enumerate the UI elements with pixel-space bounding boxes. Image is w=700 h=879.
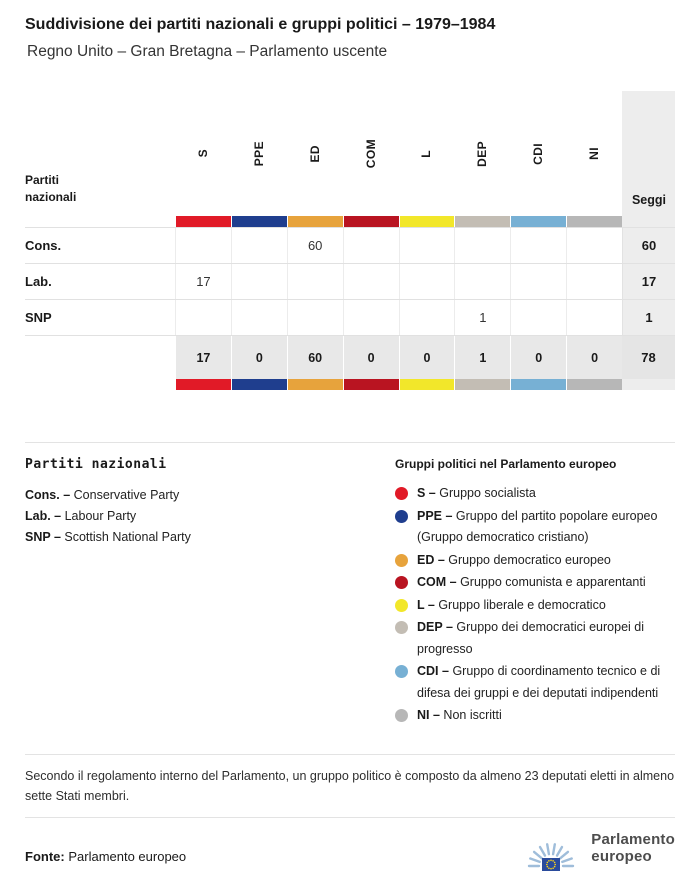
value-cell: 1 [454,300,510,335]
group-color-bar [510,379,566,390]
page-subtitle: Regno Unito – Gran Bretagna – Parlamento uscente [27,43,388,60]
table-row [25,227,675,263]
group-color-dot [395,709,408,722]
column-header-com: COM [363,138,378,169]
bar-spacer [25,379,175,390]
group-color-bar [343,379,399,390]
group-color-bar [175,379,231,390]
value-cell [510,228,566,263]
column-header-s: S [195,149,210,158]
ep-logo-wordmark: Parlamento europeo [591,831,675,865]
seats-cell: 1 [622,300,675,335]
corner-label-line2: nazionali [25,190,77,204]
value-cell [399,264,455,299]
value-cell: 60 [287,228,343,263]
seats-cell: 17 [622,264,675,299]
group-color-bar [566,216,622,227]
group-color-bar [287,216,343,227]
value-cell [566,300,622,335]
group-color-bar [343,216,399,227]
legend-group-item: PPE – Gruppo del partito popolare europeo (Gruppo democratico cristiano) [395,506,675,549]
value-cell [343,228,399,263]
value-cell [510,300,566,335]
column-header-cdi: CDI [531,142,546,165]
totals-row [25,335,675,379]
seats-column-spacer [622,379,675,390]
value-cell [343,300,399,335]
legend-group-item: NI – Non iscritti [395,705,675,727]
value-cell [287,264,343,299]
legend-group-item: L – Gruppo liberale e democratico [395,595,675,617]
total-cell: 17 [175,336,231,379]
value-cell [566,264,622,299]
value-cell [566,228,622,263]
legend-section [25,457,675,728]
seats-column-header: Seggi [622,91,675,216]
group-color-bar [399,379,455,390]
group-color-bar [231,216,287,227]
source-value: Parlamento europeo [68,849,187,864]
legend-party-item: Lab. – Labour Party [25,509,137,523]
column-header-l: L [419,149,434,158]
source-line [25,849,186,864]
page-title: Suddivisione dei partiti nazionali e gruppi politici – 1979–1984 [25,16,496,33]
legend-national-parties [25,457,395,728]
party-label: Cons. [25,238,62,253]
group-color-bar [287,379,343,390]
seats-column-spacer [622,216,675,227]
group-color-bar [175,216,231,227]
value-cell [231,300,287,335]
total-cell: 0 [343,336,399,379]
value-cell [231,264,287,299]
legend-party-item: SNP – Scottish National Party [25,530,191,544]
value-cell [287,300,343,335]
legend-group-item: DEP – Gruppo dei democratici europei di progresso [395,617,675,660]
legend-group-item: CDI – Gruppo di coordinamento tecnico e di difesa dei gruppi e dei deputati indipendenti [395,661,675,704]
group-color-bar [566,379,622,390]
column-header-ed: ED [307,144,322,163]
group-color-dot [395,554,408,567]
party-label: Lab. [25,274,52,289]
footer [25,818,675,872]
column-header-ppe: PPE [251,140,266,167]
group-color-bar [399,216,455,227]
value-cell [231,228,287,263]
totals-spacer [25,336,175,379]
value-cell [343,264,399,299]
legend-group-item: S – Gruppo socialista [395,483,675,505]
value-cell [399,300,455,335]
party-label: SNP [25,310,52,325]
value-cell [175,228,231,263]
group-color-dot [395,621,408,634]
total-cell: 60 [287,336,343,379]
color-bar-row-top [25,216,675,227]
group-color-dot [395,576,408,589]
total-cell: 0 [399,336,455,379]
column-header-ni: NI [587,147,602,160]
legend-group-item: COM – Gruppo comunista e apparentanti [395,572,675,594]
ep-logo [521,826,675,872]
legend-party-item: Cons. – Conservative Party [25,488,180,502]
value-cell: 17 [175,264,231,299]
seats-cell: 60 [622,228,675,263]
group-color-bar [231,379,287,390]
total-seats-cell: 78 [622,336,675,379]
value-cell [454,228,510,263]
value-cell [175,300,231,335]
legend-groups-heading: Gruppi politici nel Parlamento europeo [395,457,617,471]
value-cell [510,264,566,299]
ep-hemicycle-icon [521,826,581,872]
footnote: Secondo il regolamento interno del Parlamento, un gruppo politico è composto da almeno 23 deputati eletti in almeno sette Stati membri. [25,768,675,803]
group-color-dot [395,665,408,678]
column-header-dep: DEP [475,140,490,167]
group-color-bar [454,216,510,227]
group-color-bar [454,379,510,390]
total-cell: 0 [231,336,287,379]
group-color-dot [395,599,408,612]
source-label: Fonte: [25,849,65,864]
table-row [25,299,675,335]
group-color-dot [395,510,408,523]
total-cell: 1 [454,336,510,379]
party-group-table [25,91,675,390]
group-color-dot [395,487,408,500]
total-cell: 0 [510,336,566,379]
legend-parties-heading: Partiti nazionali [25,457,167,472]
legend-political-groups [395,457,675,728]
table-row [25,263,675,299]
legend-group-item: ED – Gruppo democratico europeo [395,550,675,572]
color-bar-row-bottom [25,379,675,390]
bar-spacer [25,216,175,227]
group-color-bar [510,216,566,227]
corner-label [25,91,175,216]
value-cell [454,264,510,299]
divider [25,442,675,443]
corner-label-line1: Partiti [25,173,60,187]
total-cell: 0 [566,336,622,379]
value-cell [399,228,455,263]
table-header-row [25,91,675,216]
